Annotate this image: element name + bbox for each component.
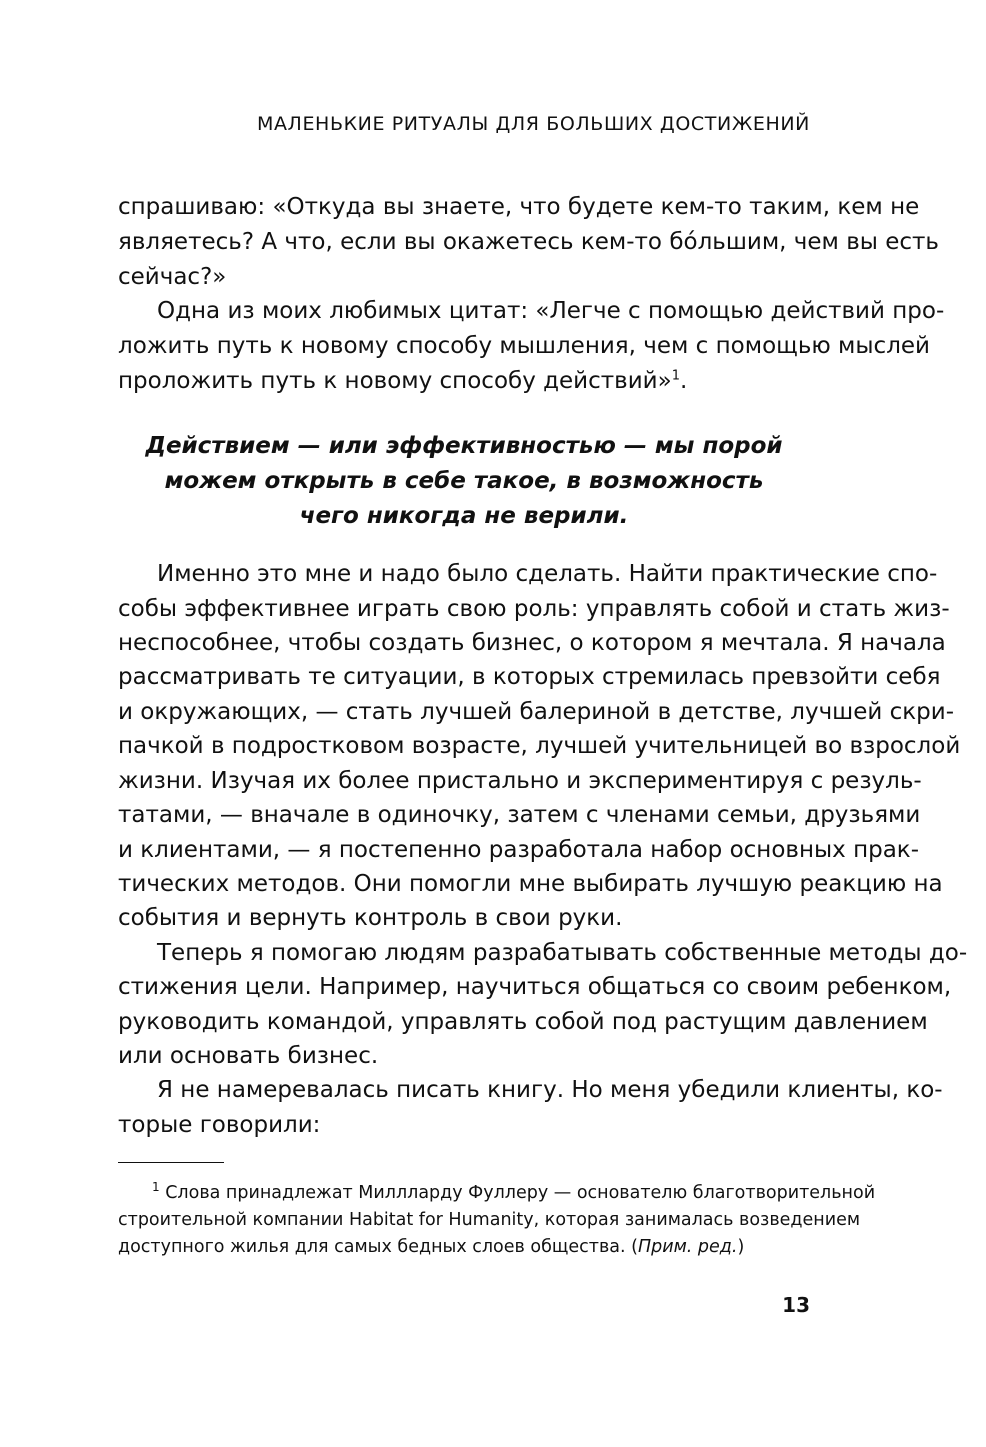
footnote-text: доступного жилья для самых бедных слоев общества. (: [118, 1237, 638, 1257]
body-line: Я не намеревалась писать книгу. Но меня убедили клиенты, ко-: [157, 1077, 943, 1103]
footnote-text-close: ): [737, 1237, 745, 1257]
footnote-reference[interactable]: 1: [671, 368, 680, 384]
running-head: МАЛЕНЬКИЕ РИТУАЛЫ ДЛЯ БОЛЬШИХ ДОСТИЖЕНИЙ: [256, 113, 810, 135]
body-line: Теперь я помогаю людям разрабатывать собственные методы до-: [157, 940, 968, 966]
body-line: или основать бизнес.: [118, 1043, 379, 1069]
footnote-line: [118, 1235, 810, 1259]
body-line-text: проложить путь к новому способу действий»: [118, 368, 672, 394]
body-line: жизни. Изучая их более пристально и экспериментируя с резуль-: [118, 768, 922, 794]
body-line: и окружающих, — стать лучшей балериной в детстве, лучшей скри-: [118, 699, 954, 725]
body-line: пачкой в подростковом возрасте, лучшей учительницей во взрослой: [118, 733, 961, 759]
body-line: являетесь? А что, если вы окажетесь кем-то бóльшим, чем вы есть: [118, 229, 939, 255]
footnote-line: строительной компании Habitat for Humanity, которая занималась возведением: [118, 1210, 861, 1230]
pull-quote-line: чего никогда не верили.: [299, 503, 629, 529]
body-line: руководить командой, управлять собой под растущим давлением: [118, 1009, 928, 1035]
body-line: рассматривать те ситуации, в которых стремилась превзойти себя: [118, 664, 941, 690]
body-line: Одна из моих любимых цитат: «Легче с помощью действий про-: [157, 298, 945, 324]
body-line: сейчас?»: [118, 264, 227, 290]
footnote-divider: [118, 1162, 224, 1163]
body-line: события и вернуть контроль в свои руки.: [118, 905, 623, 931]
body-line: неспособнее, чтобы создать бизнес, о котором я мечтала. Я начала: [118, 630, 946, 656]
body-line: торые говорили:: [118, 1112, 321, 1138]
pull-quote-line: можем открыть в себе такое, в возможность: [164, 468, 764, 494]
body-line-end: .: [679, 368, 688, 394]
page-number: 13: [782, 1293, 810, 1317]
body-line: собы эффективнее играть свою роль: управлять собой и стать жиз-: [118, 596, 950, 622]
body-line: татами, — вначале в одиночку, затем с членами семьи, друзьями: [118, 802, 921, 828]
body-line: ложить путь к новому способу мышления, чем с помощью мыслей: [118, 333, 930, 359]
body-line: тических методов. Они помогли мне выбирать лучшую реакцию на: [118, 871, 943, 897]
body-line: стижения цели. Например, научиться общаться со своим ребенком,: [118, 974, 952, 1000]
footnote-line: [152, 1180, 876, 1205]
body-line: спрашиваю: «Откуда вы знаете, что будете кем-то таким, кем не: [118, 194, 920, 220]
body-line-with-footnote-ref: [118, 366, 810, 396]
footnote-editor-note: Прим. ред.: [637, 1237, 738, 1257]
footnote-mark: 1: [152, 1180, 160, 1195]
pull-quote-line: Действием — или эффективностью — мы порой: [145, 433, 783, 459]
footnote-text: Слова принадлежат Миллларду Фуллеру — основателю благотворительной: [159, 1183, 876, 1203]
body-line: Именно это мне и надо было сделать. Найти практические спо-: [157, 561, 938, 587]
body-line: и клиентами, — я постепенно разработала набор основных прак-: [118, 837, 920, 863]
